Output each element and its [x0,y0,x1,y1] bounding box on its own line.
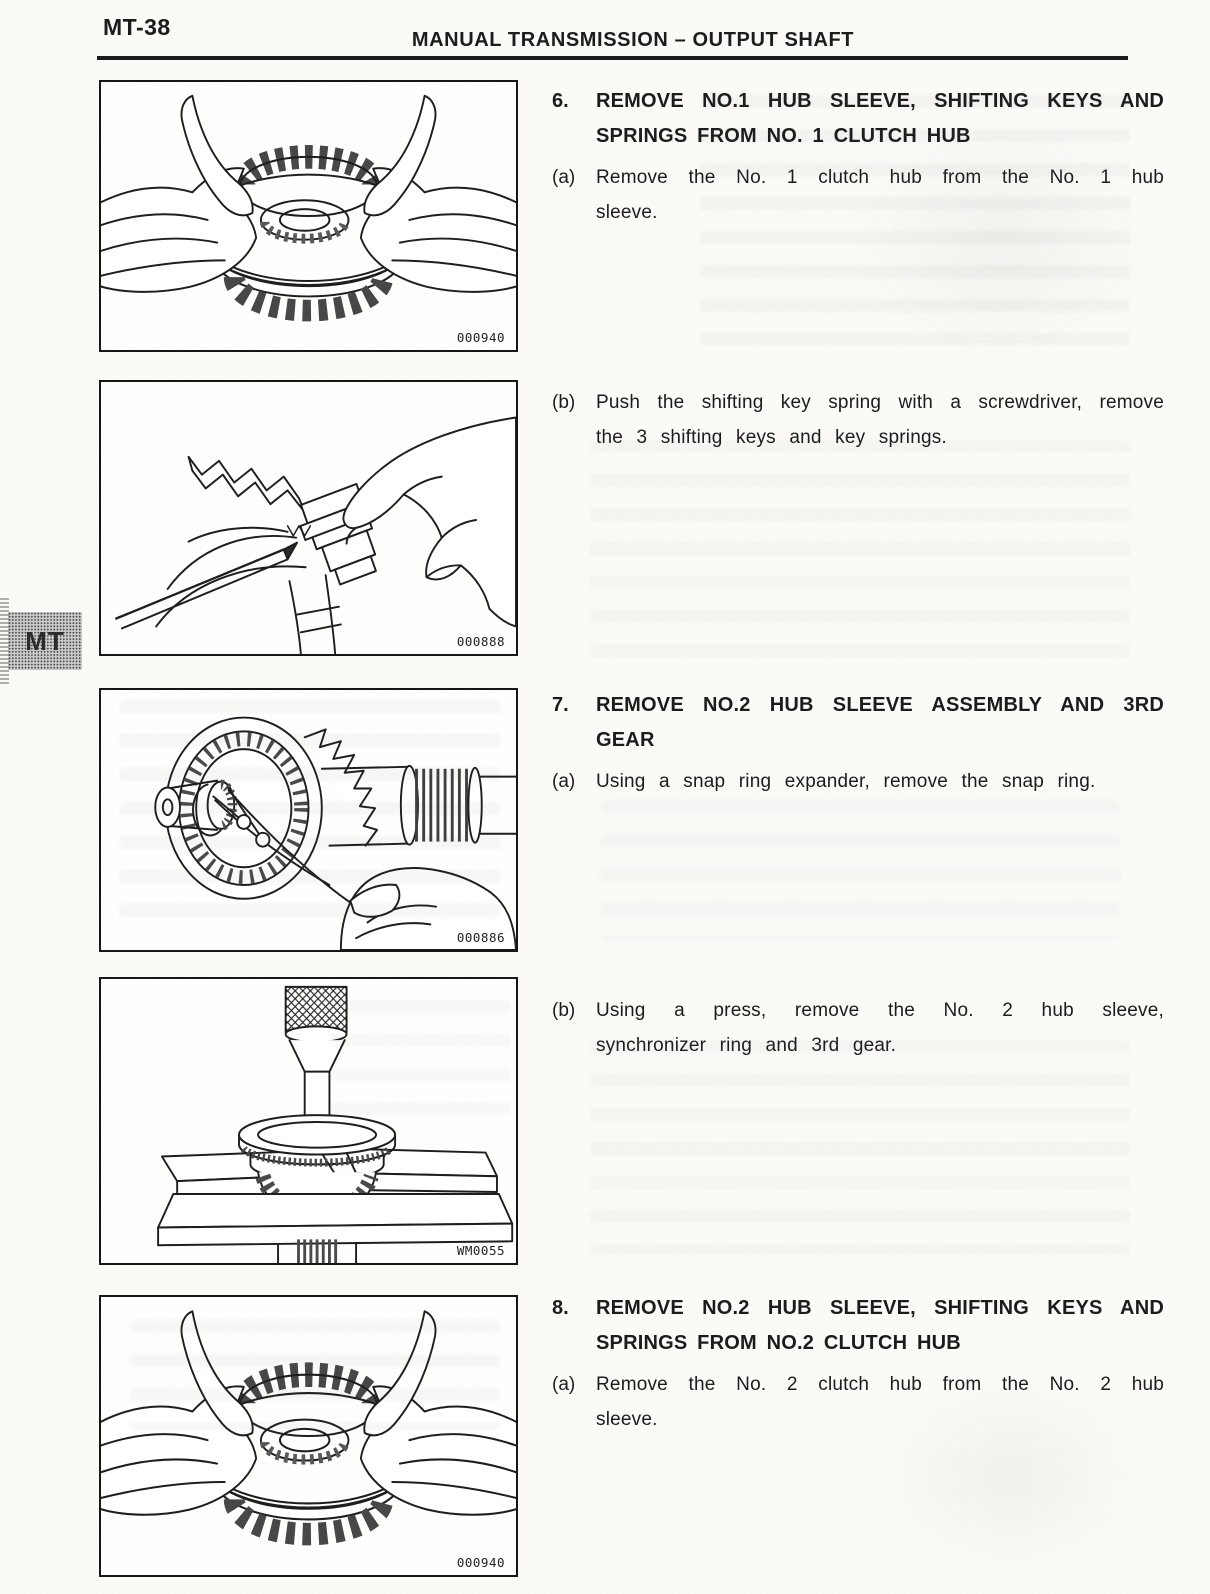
substep-text: Using a press, remove the No. 2 hub sleeve, synchronizer ring and 3rd gear. [596,1000,1164,1056]
step-heading [596,84,1164,154]
substep-text: Remove the No. 2 clutch hub from the No. 2 hub sleeve. [596,1374,1164,1430]
figure-box-2 [99,380,518,656]
scan-ghosting [600,800,1120,940]
figure-box-5 [99,1295,518,1577]
step-heading [596,688,1164,758]
step-number: 8. [552,1297,569,1319]
figure-code: 000888 [456,634,505,649]
header-rule [97,56,1128,60]
figure-box-4 [99,977,518,1265]
substep-text: Push the shifting key spring with a screwdriver, remove the 3 shifting keys and key springs. [596,392,1164,448]
illustration-press-removing-hub-sleeve [101,979,516,1263]
scan-ghosting [590,440,1130,660]
illustration-hands-removing-clutch-hub [101,1297,516,1575]
step-7b [552,993,1164,1063]
substep-text: Using a snap ring expander, remove the snap ring. [596,771,1096,792]
illustration-hands-removing-clutch-hub [101,82,516,350]
section-tab-mt [8,612,82,670]
substep-label: (a) [552,1374,576,1395]
scan-ghosting [590,1040,1130,1255]
step-heading-line: REMOVE NO.2 HUB SLEEVE ASSEMBLY AND 3RD [596,694,1164,716]
illustration-snap-ring-expander [101,690,516,950]
page-title: MANUAL TRANSMISSION – OUTPUT SHAFT [411,29,855,51]
page-number: MT-38 [103,14,171,40]
figure-box-1 [99,80,518,352]
step-heading [596,1291,1164,1361]
figure-code: 000886 [456,930,505,945]
step-6 [552,84,1164,230]
step-heading-line: REMOVE NO.2 HUB SLEEVE, SHIFTING KEYS AND [596,1297,1164,1319]
step-number: 6. [552,90,569,112]
substep-label: (b) [552,392,576,413]
scan-edge-artifact [0,598,9,684]
step-6b [552,385,1164,455]
substep-label: (b) [552,1000,576,1021]
step-7 [552,688,1164,799]
substep-label: (a) [552,167,576,188]
figure-box-3 [99,688,518,952]
figure-code: WM0055 [456,1243,505,1258]
step-heading-line: REMOVE NO.1 HUB SLEEVE, SHIFTING KEYS AND [596,90,1164,112]
figure-code: 000940 [456,1555,505,1570]
substep-label: (a) [552,771,576,792]
step-heading-line: SPRINGS FROM NO.2 CLUTCH HUB [596,1332,961,1354]
section-tab-label: MT [25,625,65,656]
figure-code: 000940 [456,330,505,345]
step-number: 7. [552,694,569,716]
substep-text: Remove the No. 1 clutch hub from the No. 1 hub sleeve. [596,167,1164,223]
illustration-screwdriver-shifting-key [101,382,516,654]
step-heading-line: GEAR [596,729,655,751]
step-heading-line: SPRINGS FROM NO. 1 CLUTCH HUB [596,125,971,147]
step-8 [552,1291,1164,1437]
